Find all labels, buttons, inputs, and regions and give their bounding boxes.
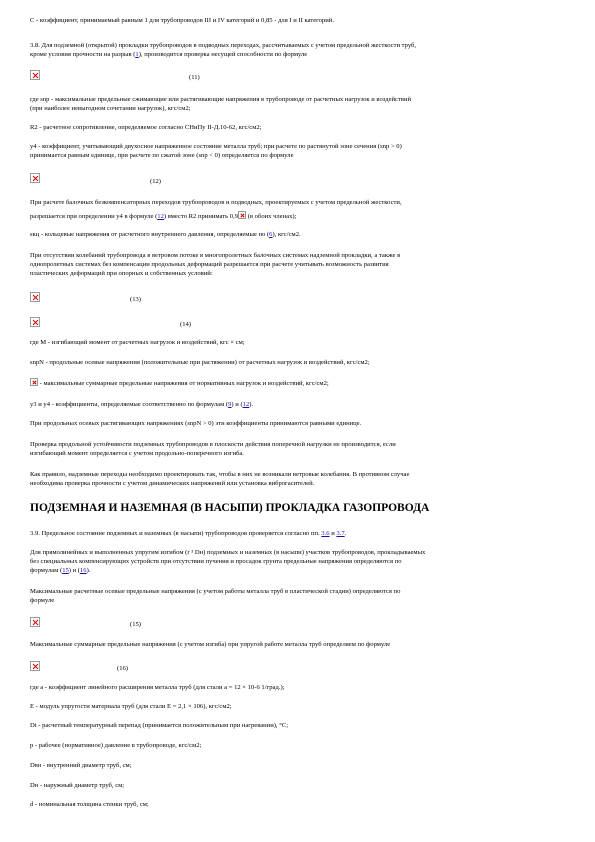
paragraph-straight-line3 bbox=[30, 567, 570, 575]
equation-number-11: (11) bbox=[189, 74, 200, 81]
paragraph-stability-line2: изгибающий момент определяется с учетом продольно-поперечного изгиба. bbox=[30, 450, 244, 457]
paragraph-oscillation-line3: пластических деформаций при опорных и собственных условий: bbox=[30, 270, 213, 277]
formula-link-6[interactable]: 6 bbox=[269, 231, 273, 238]
paragraph-modulus: Е - модуль упругости материала труб (для стали Е = 2,1 × 106), кгс/см2; bbox=[30, 703, 232, 710]
section-link-3-7[interactable]: 3.7 bbox=[336, 530, 345, 537]
paragraph-wind-line1: Как правило, надземные переходы необходимо проектировать так, чтобы в них не возникали ветровые колебания. В противном случае bbox=[30, 471, 410, 478]
paragraph-snp-line2: (при наиболее невыгодном сочетании нагрузок), кгс/см2; bbox=[30, 105, 191, 112]
paragraph-axial-line1: Максимальные расчетные осевые предельные напряжения (с учетом работы металла труб в пластической стадии) определяются по bbox=[30, 588, 401, 595]
paragraph-wind-line2: необходима проверка прочности с учетом динамических напряжений или установка виброгасителей. bbox=[30, 480, 315, 487]
paragraph-y4-line1: у4 - коэффициент, учитывающий двухосное напряженное состояние металла труб; при расчете по растянутой зоне сечения (snp > 0) bbox=[30, 143, 402, 150]
paragraph-beam-line1: При расчете балочных безкомпенсаторных переходов трубопроводов и подводных, проектируемых с учетом предельной жесткости, bbox=[30, 199, 402, 206]
paragraph-oscillation-line2: однопролетных системах без компенсации продольных деформаций разрешается при расчете учитывать возможность развития bbox=[30, 261, 389, 268]
text: ) и ( bbox=[231, 401, 243, 408]
paragraph-moment: где М - изгибающий момент от расчетных нагрузок и воздействий, кгс × см; bbox=[30, 339, 245, 346]
paragraph-oscillation-line1: При отсутствии колебаний трубопровода в ветровом потоке в многопролетных балочных системах надземной прокладки, а также в bbox=[30, 252, 401, 259]
section-link-3-6[interactable]: 3.6 bbox=[321, 530, 330, 537]
paragraph-wall-thickness: d - номинальная толщина стенки труб, см; bbox=[30, 801, 149, 808]
text: кроме условия прочности на разрыв ( bbox=[30, 51, 136, 58]
text: (в обоих членах); bbox=[247, 213, 297, 220]
paragraph-beam-line2 bbox=[30, 210, 570, 221]
text: . bbox=[344, 530, 347, 537]
text: и bbox=[329, 530, 337, 537]
paragraph-y4-line2: принимается равным единице, при расчете по сжатой зоне (snp < 0) определяется по формуле bbox=[30, 152, 294, 159]
formula-link-15[interactable]: 15 bbox=[62, 567, 69, 574]
formula-link-12[interactable]: 12 bbox=[157, 213, 164, 220]
paragraph-pressure: р - рабочее (нормативное) давление в трубопроводе, кгс/см2; bbox=[30, 742, 202, 749]
text: ). bbox=[249, 401, 254, 408]
paragraph-3-8-line1: 3.8. Для подземной (открытой) прокладки трубопроводов в подводных переходах, рассчитываемых с учетом предельной жесткости труб, bbox=[30, 42, 417, 49]
equation-number-13: (13) bbox=[130, 296, 141, 303]
text: ). bbox=[86, 567, 91, 574]
formula-link-1[interactable]: 1 bbox=[135, 51, 139, 58]
paragraph-total-stress: Максимальные суммарные предельные напряжения (с учетом изгиба) при упругой работе металла труб определяем по формуле bbox=[30, 641, 391, 648]
broken-image-icon bbox=[30, 378, 38, 386]
broken-image-icon bbox=[30, 292, 40, 302]
paragraph-straight-line1: Для прямолинейных и выполненных упругим изгибом (r ³ Dн) подземных и наземных (в насыпи) участков трубопроводов, прокладываемых bbox=[30, 549, 426, 556]
text: у3 и у4 - коэффициенты, определяемые соответственно по формулам ( bbox=[30, 401, 229, 408]
paragraph-outer-diameter: Dн - наружный диаметр труб, см; bbox=[30, 782, 125, 789]
formula-link-16[interactable]: 16 bbox=[80, 567, 87, 574]
text: ) и ( bbox=[68, 567, 80, 574]
broken-image-icon bbox=[30, 661, 40, 671]
broken-image-icon bbox=[30, 617, 40, 627]
text: ), производится проверка несущей способности по формуле bbox=[138, 51, 308, 58]
text: формулам ( bbox=[30, 567, 63, 574]
paragraph-max-stress bbox=[30, 377, 570, 388]
broken-image-icon bbox=[238, 211, 246, 219]
text: - максимальные суммарные предельные напряжения от нормативных нагрузок и воздействий, кгс/см2; bbox=[39, 380, 329, 387]
paragraph-inner-diameter: Dвн - внутренний диаметр труб, см; bbox=[30, 762, 132, 769]
broken-image-icon bbox=[30, 317, 40, 327]
paragraph-snp-line1: где snp - максимальные предельные сжимающие или растягивающие напряжения в трубопроводе от расчетных нагрузок и воздействий bbox=[30, 96, 412, 103]
paragraph-3-8-line2 bbox=[30, 51, 570, 59]
text: ) вместо R2 принимать 0,9 bbox=[163, 213, 239, 220]
paragraph-snpn: snpN - продольные осевые напряжения (положительные при растяжении) от расчетных нагрузок и воздействий, кгс/см2; bbox=[30, 359, 370, 366]
equation-number-15: (15) bbox=[130, 621, 141, 628]
broken-image-icon bbox=[30, 173, 40, 183]
paragraph-alpha: где a - коэффициент линейного расширения металла труб (для стали a = 12 × 10-6 1/град.); bbox=[30, 684, 285, 691]
text: разрешается при определении у4 в формуле ( bbox=[30, 213, 158, 220]
paragraph-c-coefficient: C - коэффициент, принимаемый равным 1 для трубопроводов III и IV категорий и 0,85 - для I и II категорий. bbox=[30, 17, 334, 24]
paragraph-r2: R2 - расчетное сопротивление, определяемое согласно СНиПу II-Д.10-62, кгс/см2; bbox=[30, 124, 262, 131]
equation-number-12: (12) bbox=[150, 178, 161, 185]
text: 3.9. Предельное состояние подземных и наземных (в насыпи) трубопроводов проверяется согласно пп. bbox=[30, 530, 322, 537]
section-heading: ПОДЗЕМНАЯ И НАЗЕМНАЯ (В НАСЫПИ) ПРОКЛАДКА ГАЗОПРОВОДА bbox=[30, 502, 430, 514]
text: sкц - кольцевые напряжения от расчетного внутреннего давления, определяемые по ( bbox=[30, 231, 270, 238]
paragraph-stability-line1: Проверка продольной устойчивости подземных трубопроводов в плоскости действия поперечной нагрузки не производится, если bbox=[30, 441, 396, 448]
text: ), кгс/см2. bbox=[272, 231, 301, 238]
equation-number-14: (14) bbox=[180, 321, 191, 328]
equation-number-16: (16) bbox=[117, 665, 128, 672]
formula-link-9[interactable]: 9 bbox=[228, 401, 232, 408]
paragraph-skc bbox=[30, 231, 570, 239]
paragraph-straight-line2: без специальных компенсирующих устройств при отсутствии пучения и просадок грунта предельные напряжения определяются по bbox=[30, 558, 402, 565]
paragraph-axial-line2: формуле bbox=[30, 597, 55, 604]
paragraph-3-9 bbox=[30, 530, 570, 538]
paragraph-tensile: При продольных осевых растягивающих напряжениях (snpN > 0) эти коэффициенты принимаются равными единице. bbox=[30, 420, 362, 427]
formula-link-12[interactable]: 12 bbox=[242, 401, 250, 408]
paragraph-delta-t: Dt - расчетный температурный перепад (принимается положительным при нагревании), °С; bbox=[30, 722, 289, 729]
paragraph-y3-y4 bbox=[30, 401, 570, 409]
broken-image-icon bbox=[30, 70, 40, 80]
